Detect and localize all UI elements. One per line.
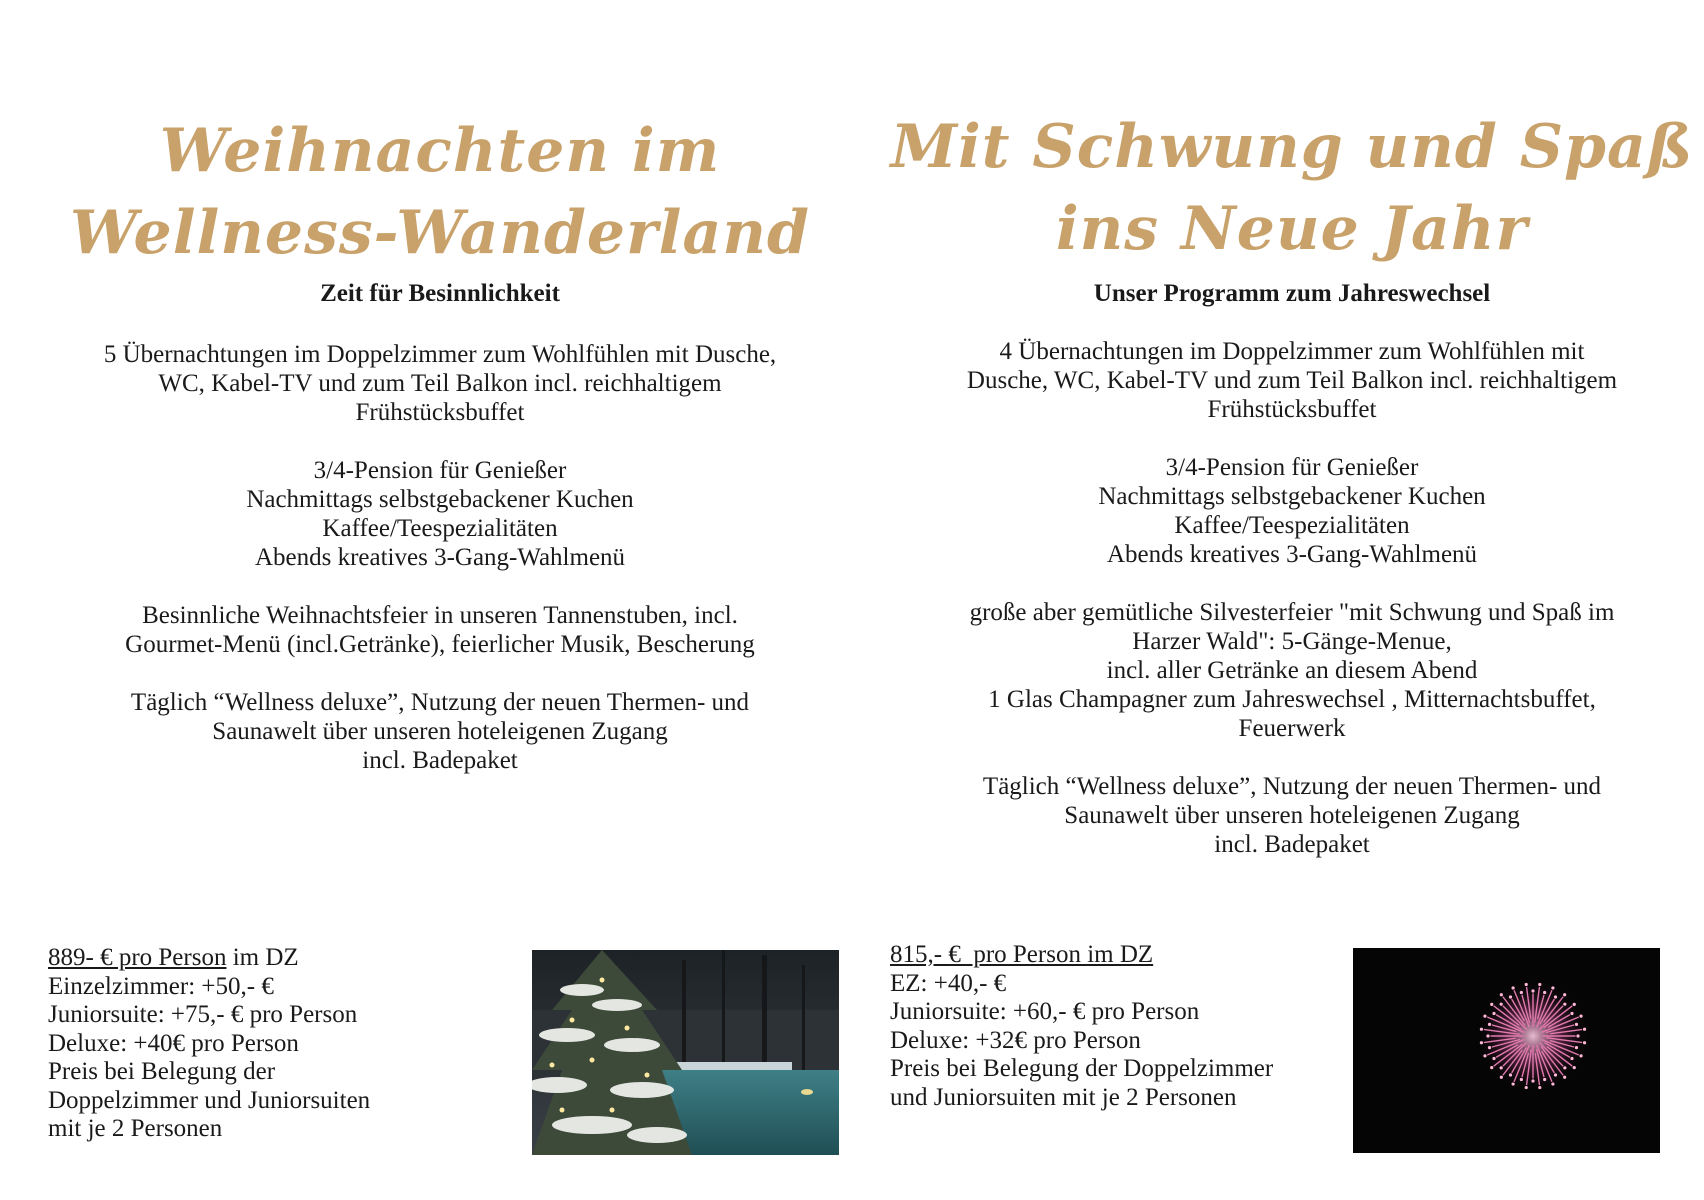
price-line: Deluxe: +32€ pro Person [890,1026,1141,1054]
firework-spark [1480,1028,1483,1031]
price-line: Preis bei Belegung der Doppelzimmer [890,1055,1274,1082]
text-line: 4 Übernachtungen im Doppelzimmer zum Wohlfühlen mit [999,338,1585,365]
firework-spark [1525,1086,1528,1089]
text-line: Frühstücksbuffet [1207,396,1377,423]
text-line: 1 Glas Champagner zum Jahreswechsel , Mitternachtsbuffet, [988,686,1596,713]
price-line: Doppelzimmer und Juniorsuiten [48,1086,371,1114]
price-line: EZ: +40,- € [890,969,1007,997]
text-line: incl. Badepaket [1214,831,1370,858]
text-line: WC, Kabel-TV und zum Teil Balkon incl. reichhaltigem [158,370,722,397]
newyear-price-block [890,941,1273,1112]
firework-spark [1520,1078,1523,1081]
text-line: Kaffee/Teespezialitäten [1174,512,1410,539]
firework-spark [1570,1057,1573,1060]
firework-spark [1563,1076,1566,1079]
text-line: Kaffee/Teespezialitäten [322,515,558,542]
text-line: incl. Badepaket [362,747,518,774]
price-line: Deluxe: +40€ pro Person [48,1029,299,1057]
firework-spark [1538,1086,1541,1089]
newyear-title [880,106,1704,270]
christmas-paragraph-1 [30,340,850,427]
firework-spark [1512,986,1515,989]
firework-spark [1492,1012,1495,1015]
firework-spark [1538,983,1541,986]
text-line: Nachmittags selbstgebackener Kuchen [1098,483,1486,510]
firework-spark [1551,1082,1554,1085]
text-line: Feuerwerk [1238,715,1346,742]
firework-spark [1583,1028,1586,1031]
text-line: Abends kreatives 3-Gang-Wahlmenü [254,544,626,571]
firework-spark [1492,1057,1495,1060]
text-line: Frühstücksbuffet [355,399,525,426]
newyear-paragraph-4 [900,772,1684,859]
newyear-price-amount: 815,- € pro Person im DZ [890,941,1154,968]
snowy-tree-pool-photo [532,950,839,1155]
firework-spark [1500,1076,1503,1079]
text-line: Abends kreatives 3-Gang-Wahlmenü [1106,541,1478,568]
text-line: große aber gemütliche Silvesterfeier "mit Schwung und Spaß im [969,599,1615,626]
christmas-subtitle: Zeit für Besinnlichkeit [320,280,560,307]
text-line: Täglich “Wellness deluxe”, Nutzung der neuen Thermen- und [130,689,750,716]
christmas-title-line1: Weihnachten im [159,116,721,186]
christmas-paragraph-3 [30,601,850,659]
newyear-description [880,337,1704,888]
price-line: Juniorsuite: +60,- € pro Person [890,998,1200,1025]
firework-spark [1575,1046,1578,1049]
firework-spark [1483,1054,1486,1057]
christmas-price-main [48,944,370,973]
firework-spark [1554,995,1557,998]
christmas-paragraph-4 [30,688,850,775]
firework-spark [1525,983,1528,986]
firework-spark [1520,991,1523,994]
price-line: Juniorsuite: +75,- € pro Person [48,1001,358,1028]
text-line: Harzer Wald": 5-Gänge-Menue, [1132,628,1452,655]
firework-spark [1488,1046,1491,1049]
firework-spark [1573,1003,1576,1006]
firework-spark [1531,989,1534,992]
text-line: Gourmet-Menü (incl.Getränke), feierlicher Musik, Bescherung [125,631,755,658]
firework-spark [1500,1003,1503,1006]
firework-spark [1490,1003,1493,1006]
firework-spark [1483,1015,1486,1018]
text-line: Täglich “Wellness deluxe”, Nutzung der neuen Thermen- und [982,773,1602,800]
newyear-title-line2: ins Neue Jahr [1055,194,1529,264]
firework-spark [1583,1041,1586,1044]
firework-spark [1531,1079,1534,1082]
firework-spark [1509,1073,1512,1076]
price-line: mit je 2 Personen [48,1115,223,1142]
firework-spark [1554,1073,1557,1076]
text-line: Saunawelt über unseren hoteleigenen Zugang [212,718,668,745]
fireworks-photo [1353,948,1660,1153]
newyear-paragraph-3 [900,598,1684,743]
firework-spark [1500,1066,1503,1069]
firework-spark [1509,995,1512,998]
text-line: Nachmittags selbstgebackener Kuchen [246,486,634,513]
firework-spark [1490,1066,1493,1069]
firework-spark [1573,1066,1576,1069]
firework-spark [1576,1034,1579,1037]
firework-spark [1563,1066,1566,1069]
price-line: Einzelzimmer: +50,- € [48,972,274,1000]
firework-spark [1486,1034,1489,1037]
christmas-paragraph-2 [30,456,850,572]
firework-spark [1551,986,1554,989]
firework-spark [1500,993,1503,996]
text-line: 3/4-Pension für Genießer [1165,454,1419,481]
newyear-price-main [890,941,1273,970]
christmas-title [0,110,880,274]
firework-spark [1512,1082,1515,1085]
firework-spark [1575,1023,1578,1026]
newyear-paragraph-2 [900,453,1684,569]
christmas-price-block [48,944,370,1144]
newyear-title-line1: Mit Schwung und Spaß [890,112,1694,182]
firework-spark [1488,1023,1491,1026]
newyear-subtitle: Unser Programm zum Jahreswechsel [1093,280,1491,307]
firework-spark [1579,1015,1582,1018]
firework-spark [1543,1078,1546,1081]
firework-spark [1579,1054,1582,1057]
text-line: 5 Übernachtungen im Doppelzimmer zum Wohlfühlen mit Dusche, [103,341,777,368]
price-line: Preis bei Belegung der [48,1058,276,1085]
text-line: Saunawelt über unseren hoteleigenen Zugang [1064,802,1520,829]
firework-spark [1480,1041,1483,1044]
text-line: Dusche, WC, Kabel-TV und zum Teil Balkon incl. reichhaltigem [966,367,1618,394]
price-suffix: im DZ [226,944,299,971]
firework-spark [1563,1003,1566,1006]
christmas-title-line2: Wellness-Wanderland [70,198,810,268]
firework-spark [1543,991,1546,994]
text-line: incl. aller Getränke an diesem Abend [1106,657,1478,684]
firework-spark [1570,1012,1573,1015]
newyear-paragraph-1 [900,337,1684,424]
text-line: 3/4-Pension für Genießer [313,457,567,484]
price-line: und Juniorsuiten mit je 2 Personen [890,1083,1237,1111]
christmas-description [0,340,880,804]
text-line: Besinnliche Weihnachtsfeier in unseren Tannenstuben, incl. [142,602,738,629]
christmas-price-amount: 889- € pro Person [48,944,227,971]
firework-spark [1563,993,1566,996]
